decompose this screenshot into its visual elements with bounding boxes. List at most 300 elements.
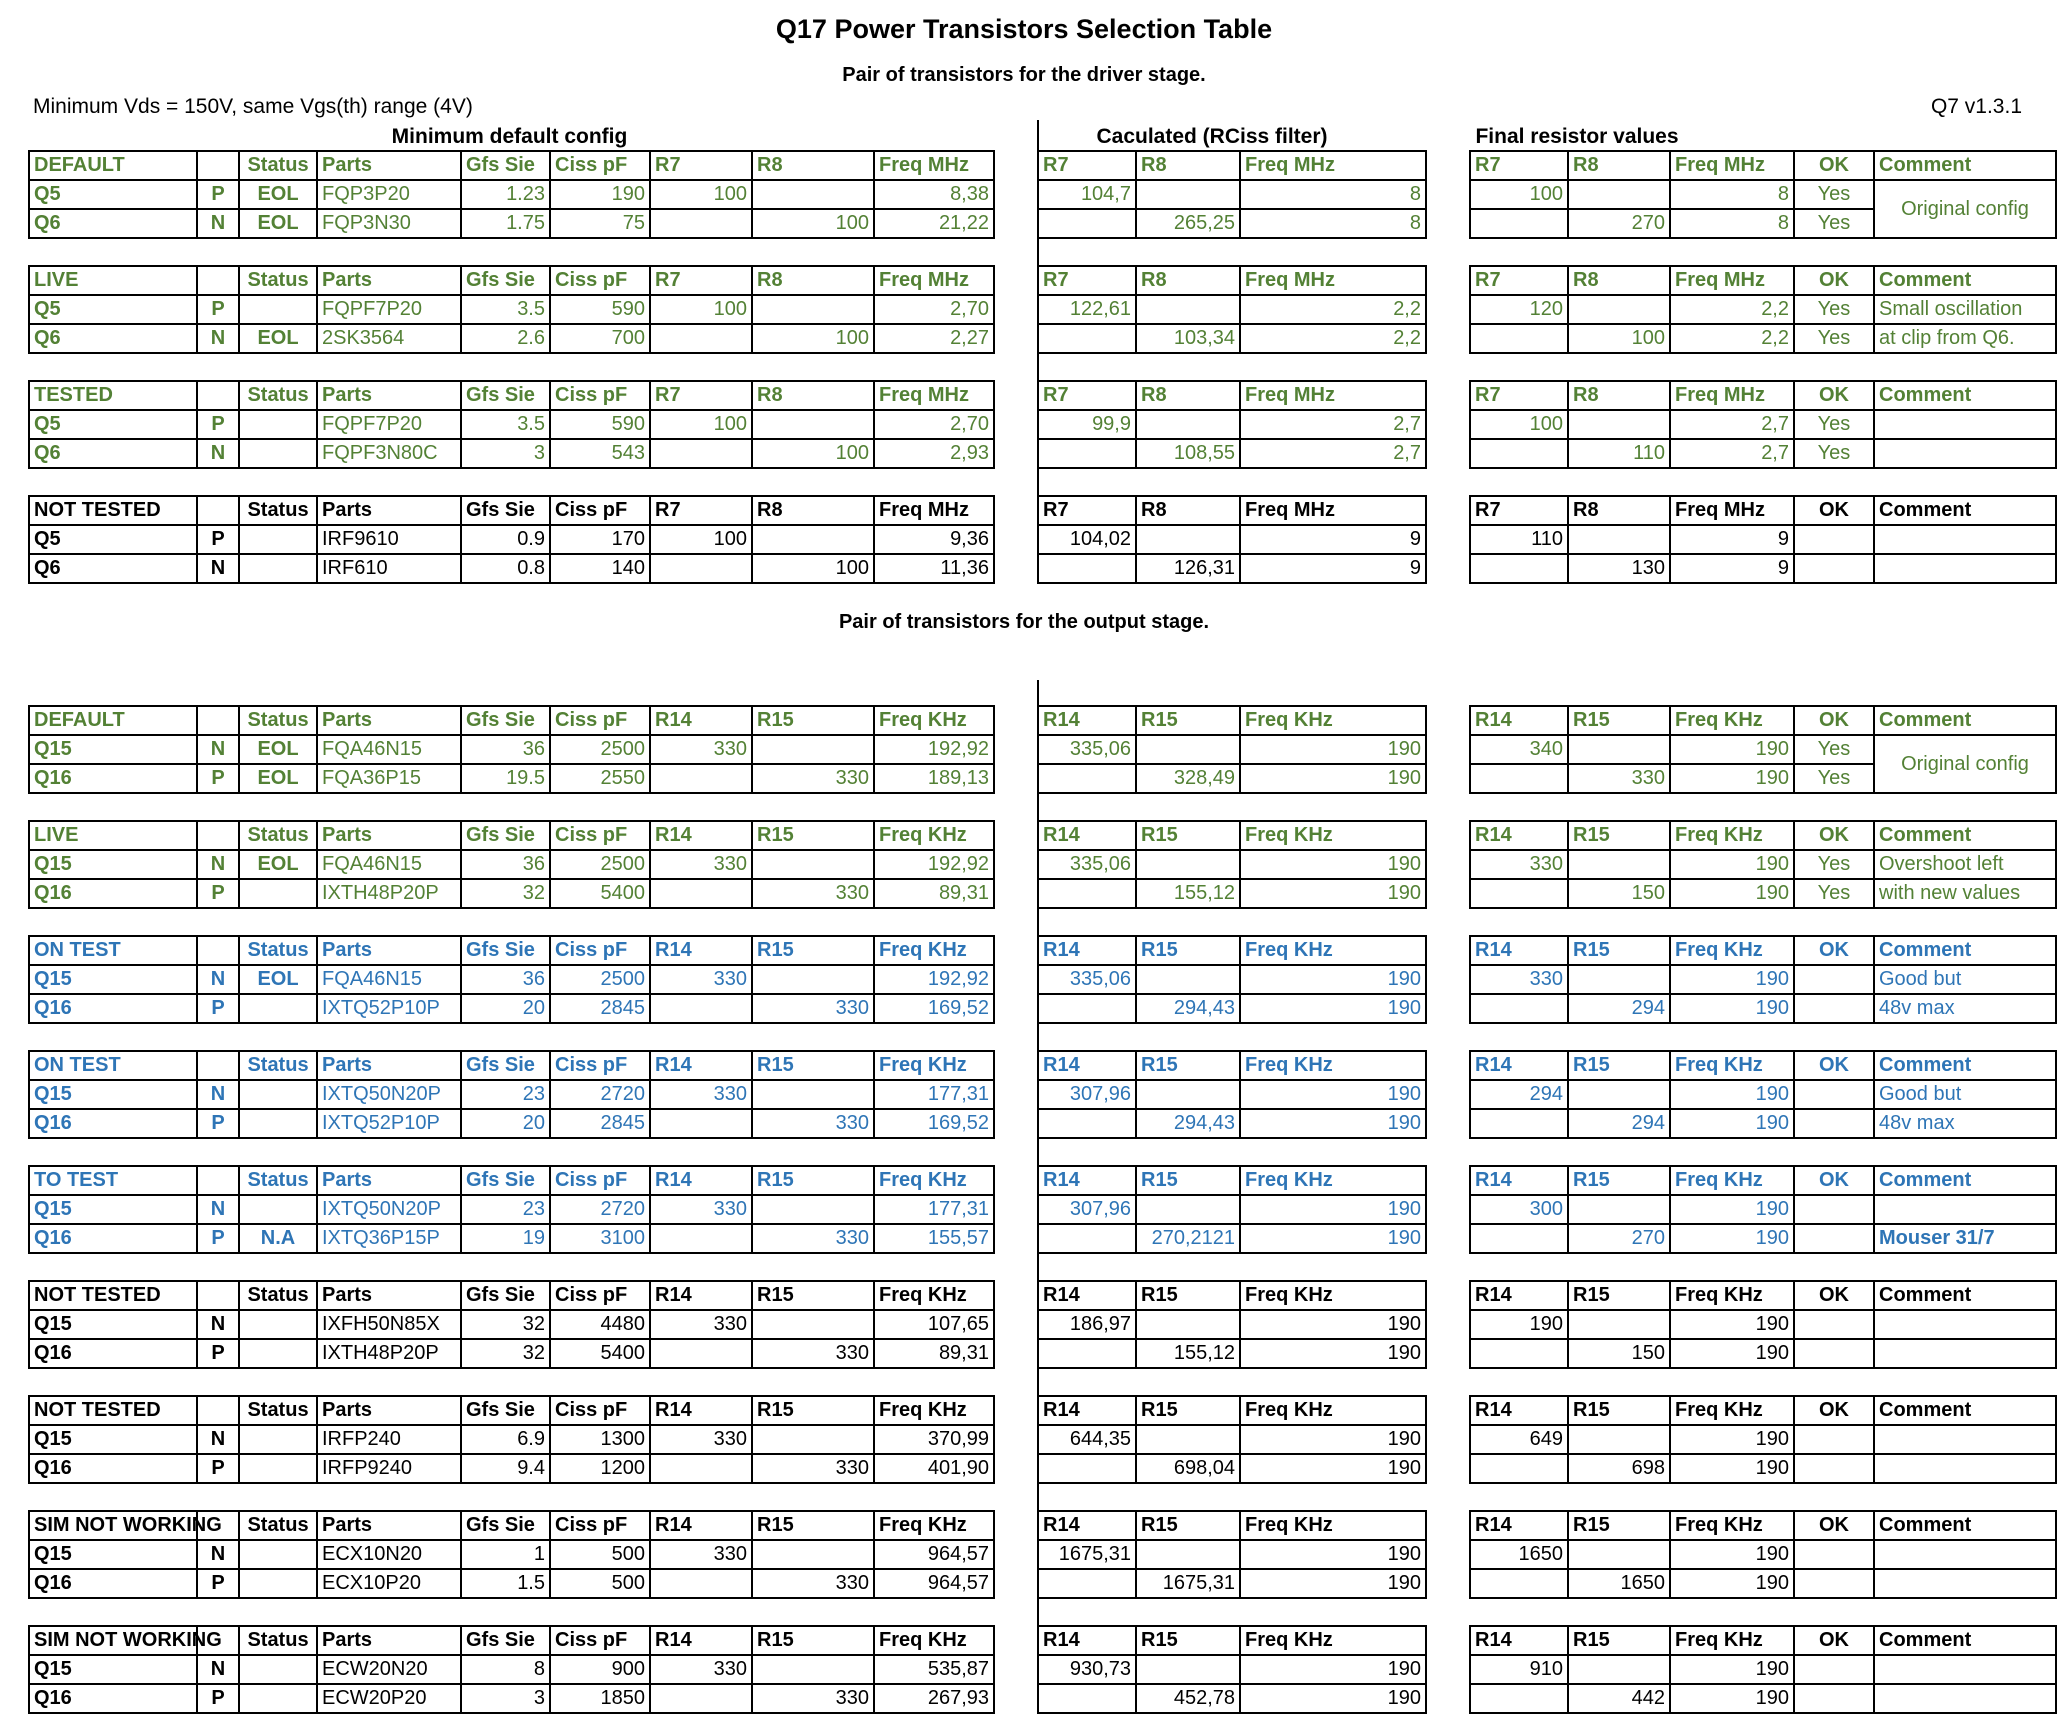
transistor-id: Q16 xyxy=(29,1569,197,1598)
final-freq-header: Freq KHz xyxy=(1670,1626,1794,1655)
section-table xyxy=(28,380,2057,469)
status-value xyxy=(239,994,317,1023)
final-r-b-value xyxy=(1568,180,1670,209)
final-r-b-header: R8 xyxy=(1568,496,1670,525)
transistor-id: Q16 xyxy=(29,764,197,793)
section-table xyxy=(28,1280,2057,1369)
status-header: Status xyxy=(239,706,317,735)
calc-r-a-value: 930,73 xyxy=(1038,1655,1136,1684)
status-header: Status xyxy=(239,1511,317,1540)
ciss-value: 2500 xyxy=(550,965,650,994)
transistor-id: Q16 xyxy=(29,994,197,1023)
min-freq-value: 267,93 xyxy=(874,1684,994,1713)
gfs-value: 32 xyxy=(461,1339,550,1368)
final-r-b-value xyxy=(1568,1080,1670,1109)
final-r-a-value xyxy=(1470,994,1568,1023)
calc-r-a-value xyxy=(1038,1454,1136,1483)
ok-value: Yes xyxy=(1794,410,1874,439)
comment-value: Overshoot left xyxy=(1874,850,2056,879)
transistor-id: Q15 xyxy=(29,965,197,994)
ok-value xyxy=(1794,1540,1874,1569)
min-freq-value: 9,36 xyxy=(874,525,994,554)
ciss-value: 5400 xyxy=(550,879,650,908)
part-number: FQP3N30 xyxy=(317,209,461,238)
min-r-a-value: 330 xyxy=(650,1310,752,1339)
min-r-a-value xyxy=(650,439,752,468)
table-row xyxy=(29,410,2056,439)
min-r-b-header: R15 xyxy=(752,1281,874,1310)
channel-type: N xyxy=(197,1080,239,1109)
gap-cell xyxy=(1426,1655,1470,1684)
final-freq-value: 190 xyxy=(1670,1454,1794,1483)
gfs-header: Gfs Sie xyxy=(461,381,550,410)
channel-type: P xyxy=(197,410,239,439)
table-row xyxy=(29,1655,2056,1684)
final-freq-value: 190 xyxy=(1670,1425,1794,1454)
gfs-value: 36 xyxy=(461,850,550,879)
ciss-header: Ciss pF xyxy=(550,1281,650,1310)
calc-r-a-header: R14 xyxy=(1038,1626,1136,1655)
calc-freq-header: Freq KHz xyxy=(1240,821,1426,850)
parts-header: Parts xyxy=(317,706,461,735)
min-r-a-header: R14 xyxy=(650,1051,752,1080)
gfs-value: 19 xyxy=(461,1224,550,1253)
calc-r-a-value xyxy=(1038,209,1136,238)
gap-cell xyxy=(994,735,1038,764)
calc-r-b-value: 265,25 xyxy=(1136,209,1240,238)
table-row xyxy=(29,764,2056,793)
calc-r-b-header: R15 xyxy=(1136,1166,1240,1195)
section-table xyxy=(28,1625,2057,1714)
min-r-b-value xyxy=(752,295,874,324)
final-freq-header: Freq MHz xyxy=(1670,266,1794,295)
final-freq-value: 190 xyxy=(1670,1540,1794,1569)
section-table xyxy=(28,820,2057,909)
final-r-b-header: R8 xyxy=(1568,151,1670,180)
gfs-value: 3 xyxy=(461,439,550,468)
gap-cell xyxy=(1426,1339,1470,1368)
calc-r-a-header: R14 xyxy=(1038,1511,1136,1540)
calc-freq-value: 190 xyxy=(1240,1339,1426,1368)
calc-r-b-value xyxy=(1136,1655,1240,1684)
final-r-b-header: R15 xyxy=(1568,821,1670,850)
part-number: IRFP240 xyxy=(317,1425,461,1454)
final-r-b-value: 150 xyxy=(1568,879,1670,908)
gfs-value: 1.75 xyxy=(461,209,550,238)
ciss-value: 3100 xyxy=(550,1224,650,1253)
min-r-a-value: 330 xyxy=(650,735,752,764)
gap-cell xyxy=(994,1224,1038,1253)
gfs-value: 0.8 xyxy=(461,554,550,583)
gap-cell xyxy=(994,381,1038,410)
calc-r-a-header: R7 xyxy=(1038,266,1136,295)
gap-cell xyxy=(994,1109,1038,1138)
channel-type: P xyxy=(197,1224,239,1253)
section-table xyxy=(28,705,2057,794)
calc-r-a-header: R7 xyxy=(1038,496,1136,525)
calc-freq-value: 190 xyxy=(1240,1540,1426,1569)
gap-cell xyxy=(994,1396,1038,1425)
final-r-a-value: 300 xyxy=(1470,1195,1568,1224)
min-r-a-value xyxy=(650,1339,752,1368)
output-stage-subtitle: Pair of transistors for the output stage. xyxy=(838,611,1210,633)
gap-cell xyxy=(994,439,1038,468)
gap-cell xyxy=(994,496,1038,525)
ok-value xyxy=(1794,1339,1874,1368)
table-row xyxy=(29,1569,2056,1598)
status-value xyxy=(239,1080,317,1109)
calc-r-b-value xyxy=(1136,1540,1240,1569)
min-freq-header: Freq KHz xyxy=(874,1511,994,1540)
calc-freq-header: Freq KHz xyxy=(1240,1396,1426,1425)
gap-cell xyxy=(1426,1569,1470,1598)
calc-r-b-header: R15 xyxy=(1136,821,1240,850)
min-r-b-value: 330 xyxy=(752,764,874,793)
calc-freq-value: 190 xyxy=(1240,1425,1426,1454)
calc-r-a-value: 122,61 xyxy=(1038,295,1136,324)
calc-r-a-header: R7 xyxy=(1038,381,1136,410)
min-r-a-value xyxy=(650,1454,752,1483)
gap-cell xyxy=(994,965,1038,994)
comment-value: Good but xyxy=(1874,965,2056,994)
min-r-a-value xyxy=(650,764,752,793)
table-row xyxy=(29,1109,2056,1138)
gfs-value: 32 xyxy=(461,1310,550,1339)
final-freq-value: 190 xyxy=(1670,735,1794,764)
min-r-a-value: 100 xyxy=(650,410,752,439)
calc-r-b-value xyxy=(1136,735,1240,764)
calc-freq-header: Freq KHz xyxy=(1240,1166,1426,1195)
comment-value xyxy=(1874,1425,2056,1454)
ciss-value: 543 xyxy=(550,439,650,468)
gap-cell xyxy=(994,936,1038,965)
status-value xyxy=(239,1684,317,1713)
status-header: Status xyxy=(239,381,317,410)
final-r-a-value xyxy=(1470,1224,1568,1253)
calc-r-a-value xyxy=(1038,1684,1136,1713)
gfs-header: Gfs Sie xyxy=(461,1396,550,1425)
comment-header: Comment xyxy=(1874,1511,2056,1540)
ciss-value: 4480 xyxy=(550,1310,650,1339)
parts-header: Parts xyxy=(317,1051,461,1080)
calc-r-b-header: R8 xyxy=(1136,496,1240,525)
calc-r-a-value xyxy=(1038,1569,1136,1598)
gap-cell xyxy=(1426,1224,1470,1253)
calc-r-a-value: 186,97 xyxy=(1038,1310,1136,1339)
calc-r-b-header: R15 xyxy=(1136,1051,1240,1080)
calc-freq-value: 8 xyxy=(1240,180,1426,209)
gap-cell xyxy=(994,324,1038,353)
min-r-b-value xyxy=(752,410,874,439)
gap-cell xyxy=(1426,554,1470,583)
status-header: Status xyxy=(239,936,317,965)
gap-cell xyxy=(994,1626,1038,1655)
final-r-a-header: R14 xyxy=(1470,821,1568,850)
comment-value xyxy=(1874,1540,2056,1569)
ok-value: Yes xyxy=(1794,879,1874,908)
table-row xyxy=(29,1310,2056,1339)
calc-r-a-header: R14 xyxy=(1038,1396,1136,1425)
parts-header: Parts xyxy=(317,1281,461,1310)
gfs-header: Gfs Sie xyxy=(461,1511,550,1540)
ciss-value: 1200 xyxy=(550,1454,650,1483)
gap-cell xyxy=(994,1339,1038,1368)
parts-header: Parts xyxy=(317,821,461,850)
calc-freq-header: Freq KHz xyxy=(1240,1051,1426,1080)
ok-header: OK xyxy=(1794,1626,1874,1655)
ok-value xyxy=(1794,1655,1874,1684)
min-r-b-value xyxy=(752,1195,874,1224)
calc-freq-value: 8 xyxy=(1240,209,1426,238)
parts-header: Parts xyxy=(317,151,461,180)
min-r-b-header: R8 xyxy=(752,151,874,180)
type-header xyxy=(197,1396,239,1425)
min-r-a-value: 330 xyxy=(650,850,752,879)
gfs-header: Gfs Sie xyxy=(461,821,550,850)
min-r-b-value: 330 xyxy=(752,994,874,1023)
channel-type: P xyxy=(197,1454,239,1483)
table-row xyxy=(29,1540,2056,1569)
gfs-value: 1.23 xyxy=(461,180,550,209)
gap-cell xyxy=(994,410,1038,439)
gfs-header: Gfs Sie xyxy=(461,1166,550,1195)
comment-value xyxy=(1874,1195,2056,1224)
ok-header: OK xyxy=(1794,266,1874,295)
comment-header: Comment xyxy=(1874,821,2056,850)
calc-freq-value: 190 xyxy=(1240,1310,1426,1339)
ok-header: OK xyxy=(1794,821,1874,850)
table-row xyxy=(29,1425,2056,1454)
part-number: FQA46N15 xyxy=(317,965,461,994)
comment-value: 48v max xyxy=(1874,1109,2056,1138)
transistor-id: Q15 xyxy=(29,1195,197,1224)
ciss-header: Ciss pF xyxy=(550,1511,650,1540)
min-r-b-value xyxy=(752,735,874,764)
gap-cell xyxy=(1426,151,1470,180)
transistor-id: Q6 xyxy=(29,554,197,583)
min-freq-value: 177,31 xyxy=(874,1195,994,1224)
gap-cell xyxy=(994,706,1038,735)
ciss-value: 700 xyxy=(550,324,650,353)
calc-r-b-header: R8 xyxy=(1136,151,1240,180)
calc-r-a-header: R14 xyxy=(1038,1166,1136,1195)
status-header: Status xyxy=(239,1396,317,1425)
section-label: LIVE xyxy=(29,821,197,850)
gfs-value: 36 xyxy=(461,965,550,994)
status-value xyxy=(239,1195,317,1224)
min-r-a-value xyxy=(650,1224,752,1253)
final-r-a-header: R7 xyxy=(1470,151,1568,180)
min-r-b-value: 100 xyxy=(752,439,874,468)
table-row xyxy=(29,1684,2056,1713)
section-table xyxy=(28,265,2057,354)
requirements-note: Minimum Vds = 150V, same Vgs(th) range (4V) xyxy=(33,95,473,118)
gap-cell xyxy=(1426,381,1470,410)
final-freq-header: Freq KHz xyxy=(1670,1166,1794,1195)
ok-value xyxy=(1794,1224,1874,1253)
channel-type: N xyxy=(197,554,239,583)
table-row xyxy=(29,1454,2056,1483)
part-number: IXTQ50N20P xyxy=(317,1080,461,1109)
status-value xyxy=(239,879,317,908)
min-freq-header: Freq KHz xyxy=(874,1281,994,1310)
ok-value xyxy=(1794,554,1874,583)
group-min-header: Minimum default config xyxy=(391,125,628,148)
calc-r-b-header: R15 xyxy=(1136,1626,1240,1655)
calc-r-a-value xyxy=(1038,1109,1136,1138)
status-value xyxy=(239,295,317,324)
final-r-a-value xyxy=(1470,209,1568,238)
gap-cell xyxy=(1426,994,1470,1023)
ciss-header: Ciss pF xyxy=(550,706,650,735)
status-value xyxy=(239,525,317,554)
comment-header: Comment xyxy=(1874,1626,2056,1655)
section-label: NOT TESTED xyxy=(29,1396,197,1425)
calc-r-a-value xyxy=(1038,994,1136,1023)
calc-r-a-value: 335,06 xyxy=(1038,735,1136,764)
final-r-a-header: R14 xyxy=(1470,1396,1568,1425)
parts-header: Parts xyxy=(317,936,461,965)
ok-value: Yes xyxy=(1794,209,1874,238)
min-r-a-value: 100 xyxy=(650,525,752,554)
channel-type: N xyxy=(197,439,239,468)
calc-freq-header: Freq KHz xyxy=(1240,936,1426,965)
table-row xyxy=(29,879,2056,908)
comment-header: Comment xyxy=(1874,936,2056,965)
final-r-a-value: 910 xyxy=(1470,1655,1568,1684)
min-freq-header: Freq KHz xyxy=(874,1626,994,1655)
gap-cell xyxy=(1426,1511,1470,1540)
final-r-a-value xyxy=(1470,1109,1568,1138)
gap-cell xyxy=(1426,410,1470,439)
comment-value: with new values xyxy=(1874,879,2056,908)
calc-r-b-value xyxy=(1136,1195,1240,1224)
final-freq-value: 2,2 xyxy=(1670,324,1794,353)
gap-cell xyxy=(994,295,1038,324)
final-freq-value: 190 xyxy=(1670,1224,1794,1253)
channel-type: N xyxy=(197,209,239,238)
status-header: Status xyxy=(239,821,317,850)
table-row xyxy=(29,850,2056,879)
transistor-id: Q15 xyxy=(29,1310,197,1339)
comment-header: Comment xyxy=(1874,151,2056,180)
type-header xyxy=(197,1281,239,1310)
status-value xyxy=(239,439,317,468)
section-table xyxy=(28,150,2057,239)
gap-cell xyxy=(1426,850,1470,879)
gap-cell xyxy=(994,879,1038,908)
type-header xyxy=(197,1051,239,1080)
section-label: DEFAULT xyxy=(29,151,197,180)
section-label: SIM NOT WORKING xyxy=(29,1511,197,1540)
comment-value: Good but xyxy=(1874,1080,2056,1109)
min-freq-value: 535,87 xyxy=(874,1655,994,1684)
min-freq-value: 11,36 xyxy=(874,554,994,583)
gap-cell xyxy=(1426,1425,1470,1454)
comment-value xyxy=(1874,1339,2056,1368)
ciss-value: 500 xyxy=(550,1569,650,1598)
final-freq-header: Freq KHz xyxy=(1670,1051,1794,1080)
calc-r-b-header: R15 xyxy=(1136,936,1240,965)
channel-type: N xyxy=(197,1195,239,1224)
final-r-a-value xyxy=(1470,764,1568,793)
comment-header: Comment xyxy=(1874,381,2056,410)
part-number: IXTQ50N20P xyxy=(317,1195,461,1224)
min-freq-value: 401,90 xyxy=(874,1454,994,1483)
ok-value xyxy=(1794,525,1874,554)
calc-r-b-value: 103,34 xyxy=(1136,324,1240,353)
gap-cell xyxy=(1426,525,1470,554)
group-calc-header: Caculated (RCiss filter) xyxy=(1096,125,1328,148)
transistor-id: Q16 xyxy=(29,1109,197,1138)
final-r-a-value xyxy=(1470,1684,1568,1713)
final-r-a-value xyxy=(1470,1569,1568,1598)
gap-cell xyxy=(1426,965,1470,994)
final-freq-header: Freq MHz xyxy=(1670,151,1794,180)
ciss-header: Ciss pF xyxy=(550,936,650,965)
gap-cell xyxy=(994,1511,1038,1540)
calc-r-a-value xyxy=(1038,1224,1136,1253)
table-row xyxy=(29,1195,2056,1224)
ciss-header: Ciss pF xyxy=(550,496,650,525)
part-number: IXTQ52P10P xyxy=(317,1109,461,1138)
final-r-b-value xyxy=(1568,295,1670,324)
ciss-value: 900 xyxy=(550,1655,650,1684)
final-r-a-value: 120 xyxy=(1470,295,1568,324)
ciss-header: Ciss pF xyxy=(550,381,650,410)
gap-cell xyxy=(1426,821,1470,850)
channel-type: P xyxy=(197,295,239,324)
comment-value xyxy=(1874,554,2056,583)
final-r-b-value: 100 xyxy=(1568,324,1670,353)
gap-cell xyxy=(994,1425,1038,1454)
final-r-a-value: 1650 xyxy=(1470,1540,1568,1569)
min-r-a-value: 330 xyxy=(650,1655,752,1684)
final-r-b-header: R15 xyxy=(1568,1166,1670,1195)
ciss-value: 140 xyxy=(550,554,650,583)
comment-value xyxy=(1874,1310,2056,1339)
transistor-id: Q15 xyxy=(29,1540,197,1569)
gap-cell xyxy=(1426,1051,1470,1080)
status-header: Status xyxy=(239,496,317,525)
final-freq-value: 190 xyxy=(1670,1080,1794,1109)
final-freq-value: 190 xyxy=(1670,1569,1794,1598)
final-r-a-header: R14 xyxy=(1470,1511,1568,1540)
group-header-row xyxy=(28,120,2021,149)
final-r-b-value xyxy=(1568,1195,1670,1224)
table-row xyxy=(29,324,2056,353)
gap-cell xyxy=(994,266,1038,295)
ciss-value: 2500 xyxy=(550,735,650,764)
gap-cell xyxy=(1426,936,1470,965)
part-number: FQPF3N80C xyxy=(317,439,461,468)
section-label: ON TEST xyxy=(29,936,197,965)
min-freq-value: 89,31 xyxy=(874,879,994,908)
ciss-value: 2720 xyxy=(550,1195,650,1224)
channel-type: P xyxy=(197,879,239,908)
ok-value: Yes xyxy=(1794,735,1874,764)
section-table xyxy=(28,1510,2057,1599)
ok-header: OK xyxy=(1794,381,1874,410)
gfs-value: 2.6 xyxy=(461,324,550,353)
final-r-a-value xyxy=(1470,1339,1568,1368)
calc-freq-value: 190 xyxy=(1240,994,1426,1023)
min-r-b-header: R8 xyxy=(752,496,874,525)
comment-value: Mouser 31/7 xyxy=(1874,1224,2056,1253)
gap-cell xyxy=(1426,295,1470,324)
calc-r-b-value: 328,49 xyxy=(1136,764,1240,793)
comment-value xyxy=(1874,439,2056,468)
